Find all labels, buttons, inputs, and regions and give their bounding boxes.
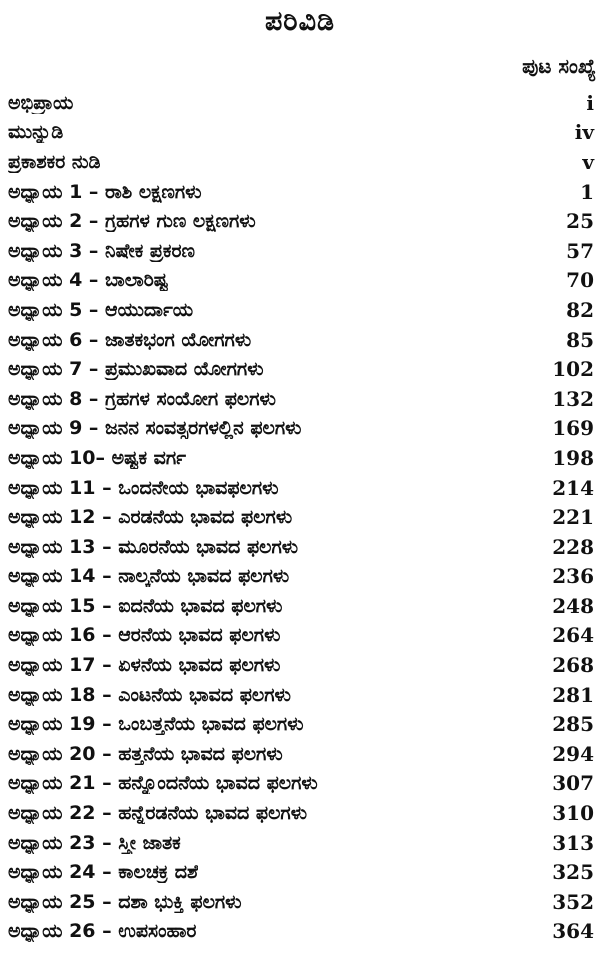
table-of-contents bbox=[8, 88, 596, 946]
toc-entry-page-number: 285 bbox=[552, 712, 594, 737]
toc-entry bbox=[8, 88, 596, 118]
toc-entry bbox=[8, 917, 596, 947]
toc-entry-title: ಅಧ್ಯಾಯ 11 – ಒಂದನೇಯ ಭಾವಫಲಗಳು bbox=[8, 476, 279, 499]
toc-entry-title: ಪ್ರಕಾಶಕರ ನುಡಿ bbox=[8, 150, 101, 173]
toc-entry-page-number: 1 bbox=[580, 179, 594, 204]
toc-entry-title: ಅಧ್ಯಾಯ 26 – ಉಪಸಂಹಾರ bbox=[8, 920, 197, 943]
toc-entry-title: ಅಧ್ಯಾಯ 22 – ಹನ್ನೆರಡನೆಯ ಭಾವದ ಫಲಗಳು bbox=[8, 802, 308, 825]
toc-entry-title: ಅಧ್ಯಾಯ 20 – ಹತ್ತನೆಯ ಭಾವದ ಫಲಗಳು bbox=[8, 742, 283, 765]
toc-entry bbox=[8, 502, 596, 532]
toc-entry bbox=[8, 769, 596, 799]
toc-entry-title: ಅಧ್ಯಾಯ 17 – ಏಳನೆಯ ಭಾವದ ಫಲಗಳು bbox=[8, 654, 281, 677]
toc-entry-page-number: 364 bbox=[552, 919, 594, 944]
toc-entry-title: ಅಧ್ಯಾಯ 4 – ಬಾಲಾರಿಷ್ಟ bbox=[8, 269, 169, 292]
toc-entry-page-number: 248 bbox=[552, 593, 594, 618]
toc-entry-title: ಅಧ್ಯಾಯ 7 – ಪ್ರಮುಖವಾದ ಯೋಗಗಳು bbox=[8, 358, 264, 381]
toc-entry bbox=[8, 798, 596, 828]
toc-entry bbox=[8, 857, 596, 887]
toc-entry-page-number: v bbox=[582, 149, 594, 174]
toc-entry-page-number: 57 bbox=[566, 238, 594, 263]
toc-entry-page-number: 85 bbox=[566, 327, 594, 352]
toc-entry-title: ಅಧ್ಯಾಯ 24 – ಕಾಲಚಕ್ರ ದಶೆ bbox=[8, 861, 199, 884]
toc-entry-title: ಅಧ್ಯಾಯ 19 – ಒಂಬತ್ತನೆಯ ಭಾವದ ಫಲಗಳು bbox=[8, 713, 304, 736]
toc-entry-title: ಅಧ್ಯಾಯ 3 – ನಿಷೇಕ ಪ್ರಕರಣ bbox=[8, 239, 196, 262]
toc-entry-title: ಅಧ್ಯಾಯ 1 – ರಾಶಿ ಲಕ್ಷಣಗಳು bbox=[8, 180, 202, 203]
toc-entry bbox=[8, 236, 596, 266]
toc-entry-page-number: 198 bbox=[552, 445, 594, 470]
toc-entry-title: ಅಧ್ಯಾಯ 14 – ನಾಲ್ಕನೆಯ ಭಾವದ ಫಲಗಳು bbox=[8, 565, 290, 588]
toc-entry bbox=[8, 621, 596, 651]
toc-entry-title: ಅಭಿಪ್ರಾಯ bbox=[8, 91, 74, 114]
toc-entry-page-number: 236 bbox=[552, 564, 594, 589]
toc-entry-page-number: 294 bbox=[552, 741, 594, 766]
toc-entry-title: ಅಧ್ಯಾಯ 13 – ಮೂರನೆಯ ಭಾವದ ಫಲಗಳು bbox=[8, 535, 299, 558]
page-title: ಪರಿವಿಡಿ bbox=[265, 6, 335, 37]
toc-entry bbox=[8, 118, 596, 148]
toc-entry bbox=[8, 206, 596, 236]
toc-entry bbox=[8, 147, 596, 177]
toc-entry-page-number: 268 bbox=[552, 653, 594, 678]
toc-entry-page-number: 70 bbox=[566, 268, 594, 293]
toc-entry-title: ಅಧ್ಯಾಯ 18 – ಎಂಟನೆಯ ಭಾವದ ಫಲಗಳು bbox=[8, 683, 291, 706]
toc-entry-title: ಅಧ್ಯಾಯ 9 – ಜನನ ಸಂವತ್ಸರಗಳಲ್ಲಿನ ಫಲಗಳು bbox=[8, 417, 302, 440]
toc-entry-title: ಅಧ್ಯಾಯ 21 – ಹನ್ನೊಂದನೆಯ ಭಾವದ ಫಲಗಳು bbox=[8, 772, 318, 795]
toc-entry-page-number: 25 bbox=[566, 209, 594, 234]
toc-entry bbox=[8, 739, 596, 769]
toc-entry-title: ಅಧ್ಯಾಯ 15 – ಐದನೆಯ ಭಾವದ ಫಲಗಳು bbox=[8, 594, 283, 617]
toc-entry-page-number: 132 bbox=[552, 386, 594, 411]
toc-entry-title: ಅಧ್ಯಾಯ 8 – ಗ್ರಹಗಳ ಸಂಯೋಗ ಫಲಗಳು bbox=[8, 387, 276, 410]
toc-entry bbox=[8, 680, 596, 710]
toc-entry bbox=[8, 414, 596, 444]
toc-entry-page-number: 221 bbox=[552, 505, 594, 530]
toc-entry-title: ಅಧ್ಯಾಯ 2 – ಗ್ರಹಗಳ ಗುಣ ಲಕ್ಷಣಗಳು bbox=[8, 210, 256, 233]
toc-entry bbox=[8, 443, 596, 473]
toc-entry-page-number: 264 bbox=[552, 623, 594, 648]
toc-entry-page-number: 325 bbox=[552, 860, 594, 885]
toc-entry-title: ಅಧ್ಯಾಯ 12 – ಎರಡನೆಯ ಭಾವದ ಫಲಗಳು bbox=[8, 506, 293, 529]
toc-entry bbox=[8, 384, 596, 414]
toc-entry bbox=[8, 325, 596, 355]
toc-entry-page-number: 214 bbox=[552, 475, 594, 500]
toc-entry bbox=[8, 532, 596, 562]
toc-entry-page-number: iv bbox=[574, 120, 594, 145]
toc-entry bbox=[8, 295, 596, 325]
toc-entry-page-number: 169 bbox=[552, 416, 594, 441]
toc-entry-page-number: 228 bbox=[552, 534, 594, 559]
toc-entry-title: ಮುನ್ನುಡಿ bbox=[8, 121, 64, 144]
toc-entry-title: ಅಧ್ಯಾಯ 23 – ಸ್ತ್ರೀ ಜಾತಕ bbox=[8, 831, 181, 854]
toc-entry-page-number: 102 bbox=[552, 357, 594, 382]
toc-entry bbox=[8, 266, 596, 296]
toc-entry-title: ಅಧ್ಯಾಯ 10– ಅಷ್ಟಕ ವರ್ಗ bbox=[8, 446, 186, 469]
toc-entry bbox=[8, 591, 596, 621]
toc-entry bbox=[8, 709, 596, 739]
toc-entry bbox=[8, 177, 596, 207]
page-number-column-label: ಪುಟ ಸಂಖ್ಯೆ bbox=[522, 54, 596, 78]
toc-entry-title: ಅಧ್ಯಾಯ 6 – ಜಾತಕಭಂಗ ಯೋಗಗಳು bbox=[8, 328, 252, 351]
toc-entry bbox=[8, 562, 596, 592]
toc-entry bbox=[8, 473, 596, 503]
toc-entry-page-number: 307 bbox=[552, 771, 594, 796]
toc-entry-title: ಅಧ್ಯಾಯ 5 – ಆಯುರ್ದಾಯ bbox=[8, 298, 194, 321]
toc-entry bbox=[8, 650, 596, 680]
toc-entry-page-number: 281 bbox=[552, 682, 594, 707]
toc-entry-title: ಅಧ್ಯಾಯ 16 – ಆರನೆಯ ಭಾವದ ಫಲಗಳು bbox=[8, 624, 281, 647]
toc-entry-page-number: 82 bbox=[566, 297, 594, 322]
toc-entry-page-number: 310 bbox=[552, 801, 594, 826]
toc-entry bbox=[8, 828, 596, 858]
toc-entry-page-number: 352 bbox=[552, 889, 594, 914]
toc-entry-page-number: i bbox=[586, 90, 594, 115]
toc-entry bbox=[8, 887, 596, 917]
toc-entry bbox=[8, 354, 596, 384]
toc-entry-title: ಅಧ್ಯಾಯ 25 – ದಶಾ ಭುಕ್ತಿ ಫಲಗಳು bbox=[8, 890, 242, 913]
toc-entry-page-number: 313 bbox=[552, 830, 594, 855]
